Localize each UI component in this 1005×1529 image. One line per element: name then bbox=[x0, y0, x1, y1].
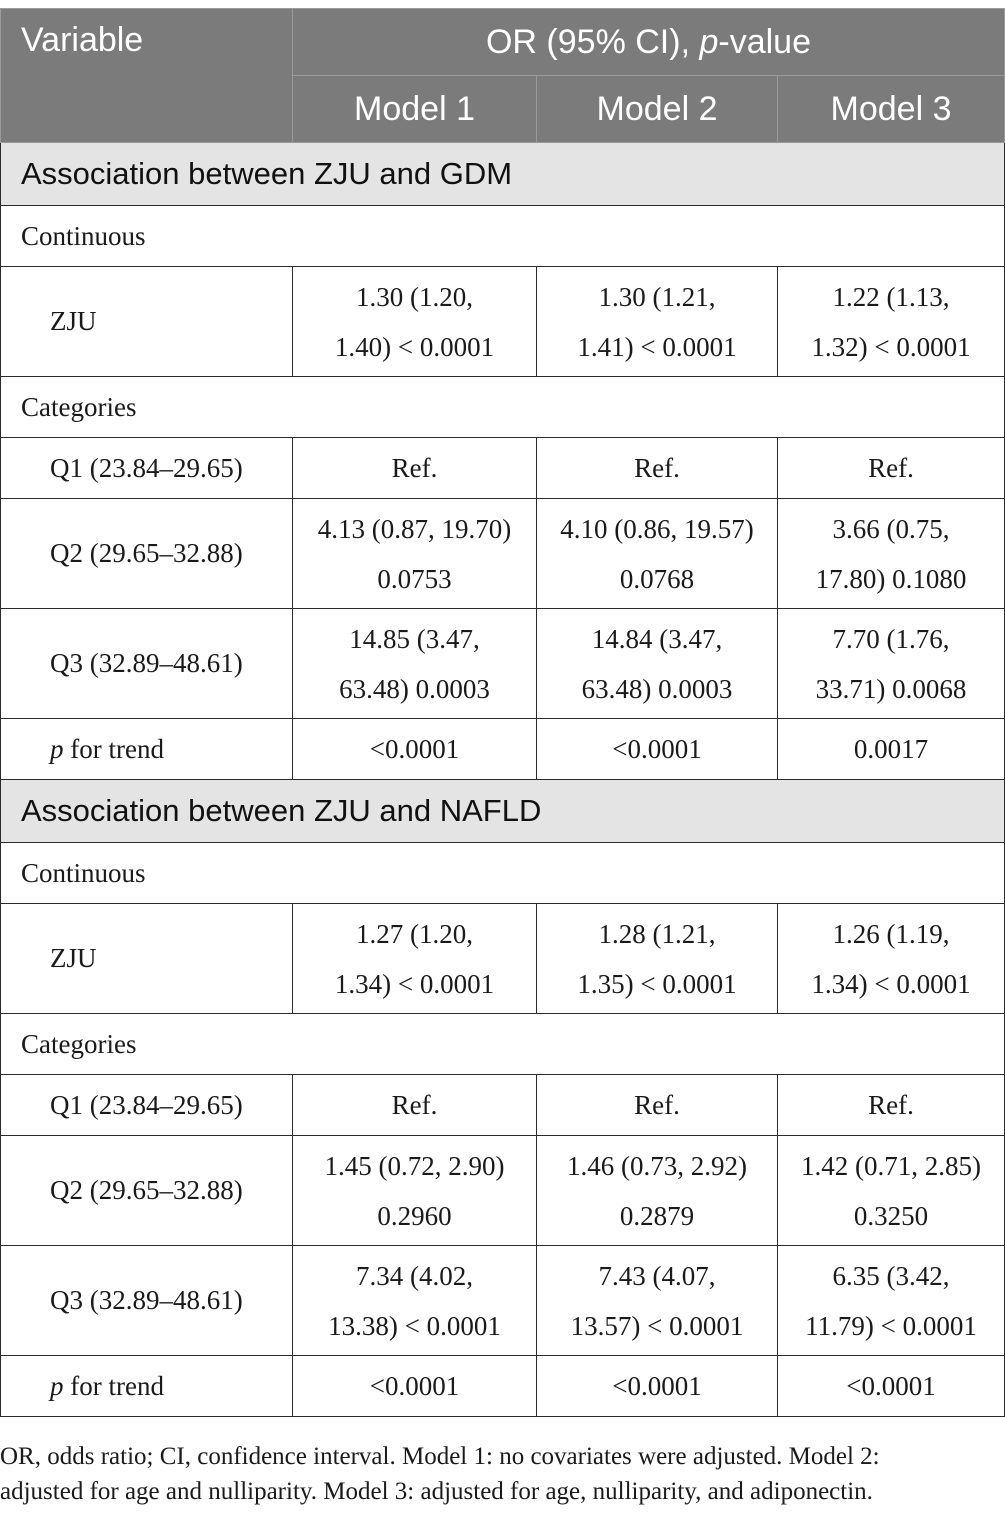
footnote bbox=[0, 1439, 1000, 1509]
cell-line: 6.35 (3.42, bbox=[832, 1260, 950, 1291]
cell-line: 1.40) < 0.0001 bbox=[334, 331, 495, 362]
section-header-row bbox=[1, 780, 1005, 843]
q1-model-1-cell bbox=[293, 1075, 537, 1136]
q1-label: Q1 (23.84–29.65) bbox=[1, 438, 293, 499]
cell-value: Ref. bbox=[868, 453, 914, 483]
q3-model-1-cell bbox=[293, 609, 537, 719]
q2-model-1-cell bbox=[293, 1136, 537, 1246]
q1-model-2-cell bbox=[537, 1075, 778, 1136]
table-container bbox=[0, 8, 1005, 1417]
cell-value: <0.0001 bbox=[612, 1371, 702, 1401]
q2-label: Q2 (29.65–32.88) bbox=[1, 499, 293, 609]
or-italic-p: p bbox=[699, 22, 719, 61]
section-header-row bbox=[1, 143, 1005, 206]
categories-label: Categories bbox=[1, 377, 1005, 438]
q1-model-2-cell bbox=[537, 438, 778, 499]
cell-line: 7.43 (4.07, bbox=[598, 1260, 716, 1291]
zju-model-3-cell bbox=[778, 904, 1005, 1014]
section-title: Association between ZJU and NAFLD bbox=[1, 780, 1005, 843]
group-label-row bbox=[1, 1014, 1005, 1075]
cell-value: Ref. bbox=[391, 1090, 438, 1120]
trend-row bbox=[1, 1356, 1005, 1417]
cell-line: 0.2960 bbox=[377, 1200, 452, 1231]
footnote-line-2: adjusted for age and nulliparity. Model 3: adjusted for age, nulliparity, and adiponectin. bbox=[0, 1478, 873, 1505]
q1-row bbox=[1, 438, 1005, 499]
model-2-header: Model 2 bbox=[537, 76, 778, 143]
trend-model-3-cell bbox=[778, 1356, 1005, 1417]
cell-value: <0.0001 bbox=[612, 734, 702, 764]
trend-label-text: for trend bbox=[63, 1370, 164, 1401]
cell-line: 3.66 (0.75, bbox=[832, 513, 950, 544]
cell-value: Ref. bbox=[634, 453, 680, 483]
q1-model-1-cell bbox=[293, 438, 537, 499]
cell-line: 1.26 (1.19, bbox=[832, 918, 950, 949]
zju-model-2-cell bbox=[537, 267, 778, 377]
cell-line: 63.48) 0.0003 bbox=[339, 673, 490, 704]
q1-model-3-cell bbox=[778, 438, 1005, 499]
trend-model-2-cell bbox=[537, 719, 778, 780]
zju-model-1-cell bbox=[293, 267, 537, 377]
cell-value: <0.0001 bbox=[369, 1371, 460, 1401]
q3-label: Q3 (32.89–48.61) bbox=[1, 1246, 293, 1356]
q2-row bbox=[1, 499, 1005, 609]
group-label-row bbox=[1, 843, 1005, 904]
zju-row bbox=[1, 267, 1005, 377]
or-ci-header bbox=[293, 9, 1005, 76]
trend-row bbox=[1, 719, 1005, 780]
q2-model-3-cell bbox=[778, 499, 1005, 609]
odds-ratio-table bbox=[0, 8, 1005, 1417]
cell-line: 1.42 (0.71, 2.85) bbox=[801, 1150, 981, 1181]
cell-line: 7.70 (1.76, bbox=[832, 623, 950, 654]
section-title: Association between ZJU and GDM bbox=[1, 143, 1005, 206]
trend-model-3-cell bbox=[778, 719, 1005, 780]
continuous-label: Continuous bbox=[1, 206, 1005, 267]
cell-line: 7.34 (4.02, bbox=[356, 1260, 473, 1291]
cell-value: Ref. bbox=[634, 1090, 680, 1120]
q3-row bbox=[1, 1246, 1005, 1356]
q3-model-2-cell bbox=[537, 609, 778, 719]
cell-line: 1.27 (1.20, bbox=[356, 918, 473, 949]
model-3-header: Model 3 bbox=[778, 76, 1005, 143]
cell-line: 1.34) < 0.0001 bbox=[334, 968, 495, 999]
trend-label-text: for trend bbox=[63, 733, 164, 764]
trend-label bbox=[1, 719, 293, 780]
variable-header: Variable bbox=[1, 9, 293, 143]
cell-line: 11.79) < 0.0001 bbox=[805, 1310, 977, 1341]
zju-label: ZJU bbox=[1, 904, 293, 1014]
q2-model-1-cell bbox=[293, 499, 537, 609]
cell-line: 14.85 (3.47, bbox=[349, 623, 480, 654]
group-label-row bbox=[1, 206, 1005, 267]
q3-model-1-cell bbox=[293, 1246, 537, 1356]
q2-row bbox=[1, 1136, 1005, 1246]
cell-line: 1.35) < 0.0001 bbox=[577, 968, 737, 999]
cell-value: Ref. bbox=[868, 1090, 914, 1120]
footnote-line-1: OR, odds ratio; CI, confidence interval. Model 1: no covariates were adjusted. Model 2: bbox=[0, 1443, 880, 1470]
zju-model-1-cell bbox=[293, 904, 537, 1014]
q2-model-2-cell bbox=[537, 1136, 778, 1246]
cell-line: 13.38) < 0.0001 bbox=[328, 1310, 501, 1341]
q3-row bbox=[1, 609, 1005, 719]
cell-line: 1.30 (1.20, bbox=[356, 281, 473, 312]
cell-line: 0.0768 bbox=[619, 563, 695, 594]
cell-line: 4.10 (0.86, 19.57) bbox=[560, 513, 754, 544]
continuous-label: Continuous bbox=[1, 843, 1005, 904]
q1-row bbox=[1, 1075, 1005, 1136]
cell-line: 0.3250 bbox=[853, 1200, 929, 1231]
cell-line: 4.13 (0.87, 19.70) bbox=[317, 513, 512, 544]
cell-line: 1.45 (0.72, 2.90) bbox=[324, 1150, 505, 1181]
cell-line: 33.71) 0.0068 bbox=[815, 673, 967, 704]
zju-label: ZJU bbox=[1, 267, 293, 377]
q3-model-3-cell bbox=[778, 1246, 1005, 1356]
cell-line: 1.28 (1.21, bbox=[598, 918, 716, 949]
cell-line: 1.32) < 0.0001 bbox=[811, 331, 971, 362]
q3-model-2-cell bbox=[537, 1246, 778, 1356]
cell-value: <0.0001 bbox=[369, 734, 460, 764]
cell-value: Ref. bbox=[391, 453, 438, 483]
cell-line: 1.30 (1.21, bbox=[598, 281, 716, 312]
cell-line: 1.41) < 0.0001 bbox=[577, 331, 737, 362]
q3-model-3-cell bbox=[778, 609, 1005, 719]
trend-label bbox=[1, 1356, 293, 1417]
cell-value: 0.0017 bbox=[853, 734, 929, 764]
cell-line: 1.46 (0.73, 2.92) bbox=[567, 1150, 747, 1181]
trend-model-1-cell bbox=[293, 719, 537, 780]
zju-model-3-cell bbox=[778, 267, 1005, 377]
cell-line: 14.84 (3.47, bbox=[591, 623, 723, 654]
trend-label-p: p bbox=[50, 733, 64, 764]
or-suffix: -value bbox=[718, 22, 811, 61]
trend-model-1-cell bbox=[293, 1356, 537, 1417]
q2-model-3-cell bbox=[778, 1136, 1005, 1246]
model-1-header: Model 1 bbox=[293, 76, 537, 143]
cell-line: 63.48) 0.0003 bbox=[581, 673, 733, 704]
cell-line: 0.2879 bbox=[619, 1200, 695, 1231]
or-prefix: OR (95% CI), bbox=[485, 22, 700, 61]
table-body bbox=[1, 143, 1005, 1417]
q1-model-3-cell bbox=[778, 1075, 1005, 1136]
cell-value: <0.0001 bbox=[846, 1371, 936, 1401]
cell-line: 1.34) < 0.0001 bbox=[811, 968, 971, 999]
trend-model-2-cell bbox=[537, 1356, 778, 1417]
trend-label-p: p bbox=[50, 1370, 64, 1401]
cell-line: 1.22 (1.13, bbox=[832, 281, 950, 312]
cell-line: 17.80) 0.1080 bbox=[815, 563, 967, 594]
zju-row bbox=[1, 904, 1005, 1014]
q1-label: Q1 (23.84–29.65) bbox=[1, 1075, 293, 1136]
q2-model-2-cell bbox=[537, 499, 778, 609]
zju-model-2-cell bbox=[537, 904, 778, 1014]
q3-label: Q3 (32.89–48.61) bbox=[1, 609, 293, 719]
cell-line: 0.0753 bbox=[377, 563, 452, 594]
q2-label: Q2 (29.65–32.88) bbox=[1, 1136, 293, 1246]
cell-line: 13.57) < 0.0001 bbox=[570, 1310, 744, 1341]
group-label-row bbox=[1, 377, 1005, 438]
categories-label: Categories bbox=[1, 1014, 1005, 1075]
